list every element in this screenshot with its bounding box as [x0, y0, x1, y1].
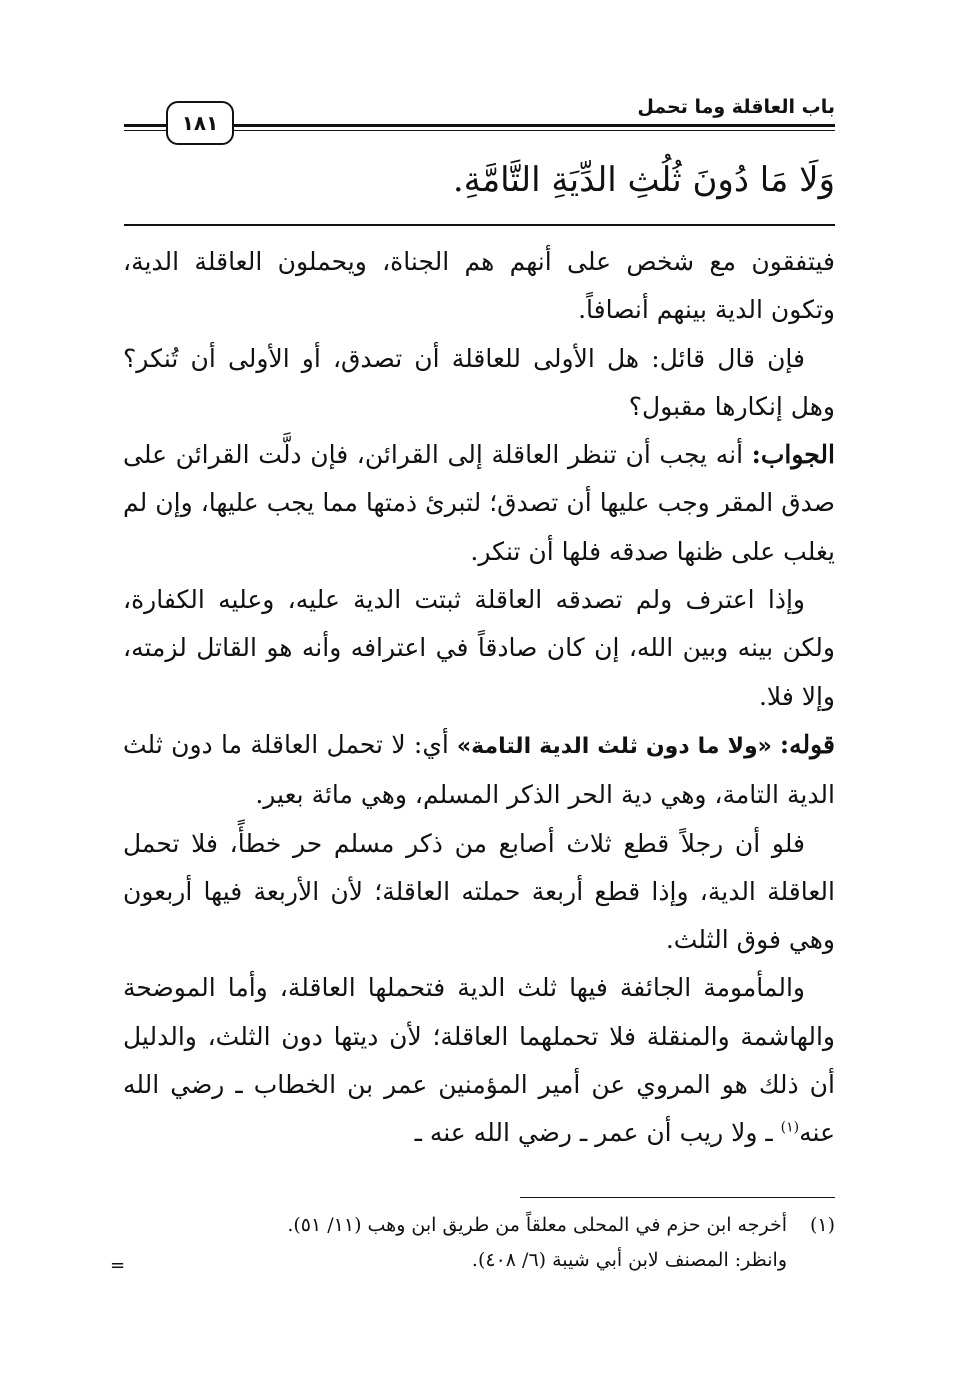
quoted-matn: «ولا ما دون ثلث الدية التامة» — [448, 733, 780, 759]
paragraph-7-part-1: والمأمومة الجائفة فيها ثلث الدية فتحملها العاقلة، وأما الموضحة والهاشمة والمنقلة فلا تحملهما العاقلة؛ لأن ديتها دون الثلث، والدليل أن ذلك هو المروي عن أمير المؤمنين عمر بن الخطاب ـ رضي الله عنه — [123, 973, 835, 1148]
footnotes — [123, 1208, 835, 1278]
matn-divider — [124, 224, 835, 226]
answer-label: الجواب: — [751, 440, 835, 470]
footnote-cont-text: وانظر: المصنف لابن أبي شيبة (٦/ ٤٠٨). — [471, 1249, 787, 1271]
paragraph-1: فيتفقون مع شخص على أنهم هم الجناة، ويحملون العاقلة الدية، وتكون الدية بينهم أنصافاً. — [123, 247, 835, 325]
qawluhu-label: قوله: — [779, 729, 835, 759]
paragraph-7-part-2: ـ ولا ريب أن عمر ـ رضي الله عنه ـ — [414, 1118, 781, 1148]
paragraph-5 — [123, 721, 835, 820]
commentary-body — [123, 238, 835, 1158]
header-rule-left — [124, 124, 166, 131]
paragraph-3 — [123, 431, 835, 576]
matn-text: وَلَا مَا دُونَ ثُلُثِ الدِّيَةِ التَّامَّةِ. — [452, 160, 835, 200]
paragraph-2: فإن قال قائل: هل الأولى للعاقلة أن تصدق، أو الأولى أن تُنكر؟ وهل إنكارها مقبول؟ — [123, 343, 835, 421]
page-number: ١٨١ — [166, 101, 234, 145]
header-rule — [232, 124, 835, 131]
footnote-ref: (١) — [780, 1120, 800, 1137]
footnote-divider — [520, 1197, 835, 1198]
continuation-mark: = — [110, 1255, 126, 1276]
explanation-text: أي: لا تحمل العاقلة ما دون ثلث الدية التامة، وهي دية الحر الذكر المسلم، وهي مائة بعير. — [123, 729, 835, 810]
footnote-1-continued — [123, 1243, 835, 1278]
paragraph-6: فلو أن رجلاً قطع ثلاث أصابع من ذكر مسلم حر خطأً، فلا تحمل العاقلة الدية، وإذا قطع أربعة حملته العاقلة؛ لأن الأربعة فيها أربعون وهي فوق الثلث. — [123, 828, 835, 955]
footnote-text: أخرجه ابن حزم في المحلى معلقاً من طريق ابن وهب (١١/ ٥١). — [287, 1214, 787, 1236]
footnote-number: (١) — [809, 1214, 835, 1236]
footnote-1 — [123, 1208, 835, 1243]
paragraph-4: وإذا اعترف ولم تصدقه العاقلة ثبتت الدية عليه، وعليه الكفارة، ولكن بينه وبين الله، إن كان صادقاً في اعترافه وأنه هو القاتل لزمته، وإلا فلا. — [123, 585, 835, 711]
paragraph-7 — [123, 964, 835, 1157]
chapter-title: باب العاقلة وما تحمل — [637, 96, 835, 118]
answer-text: أنه يجب أن تنظر العاقلة إلى القرائن، فإن دلَّت القرائن على صدق المقر وجب عليها أن تصدق؛ لتبرئ ذمتها مما يجب عليها، وإن لم يغلب على ظنها صدقه فلها أن تنكر. — [123, 440, 835, 566]
